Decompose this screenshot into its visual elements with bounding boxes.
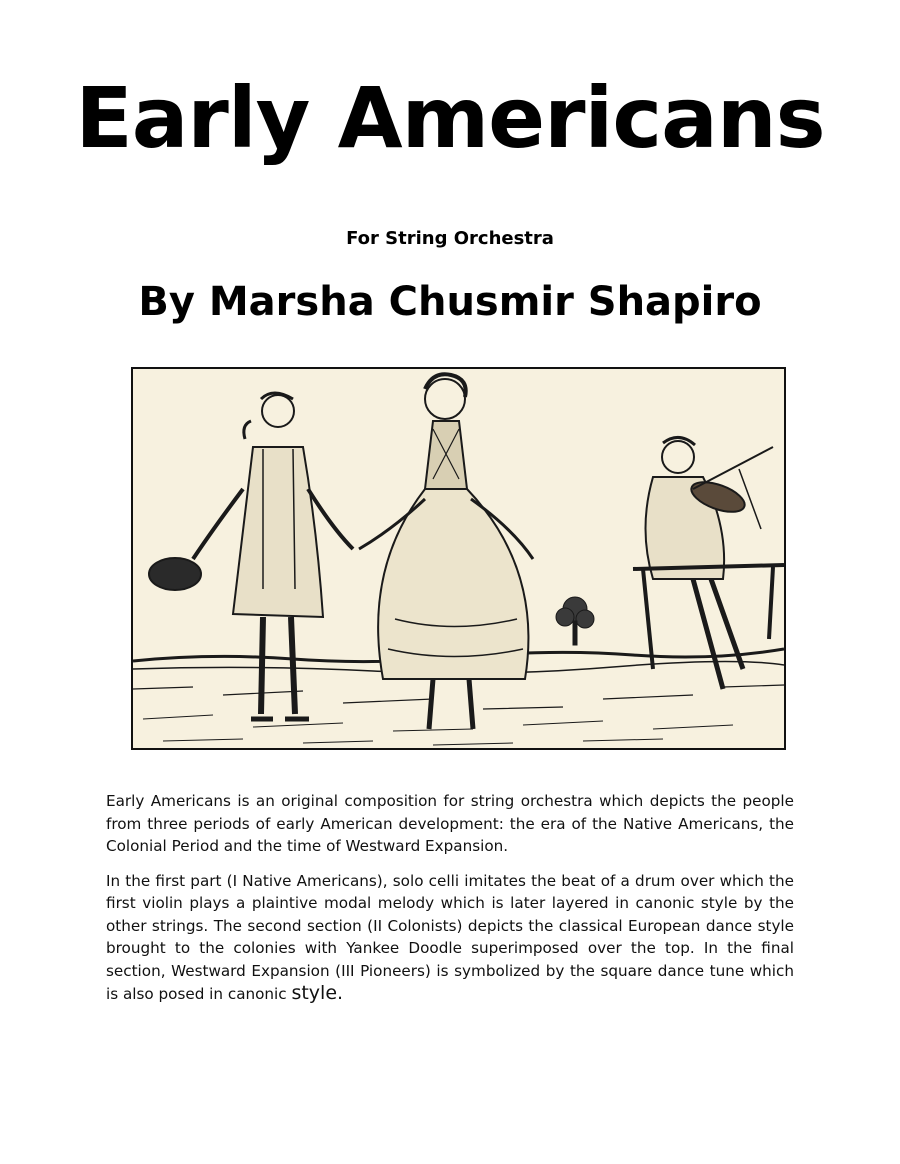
author-byline: By Marsha Chusmir Shapiro	[138, 279, 762, 325]
paragraph-sections-text: In the first part (I Native Americans), solo celli imitates the beat of a drum over which the first violin plays a plaintive modal melody which is later layered in canonic style by the other strings. The second section (II Colonists) depicts the classical European dance style brought to the colonies with Yankee Doodle superimposed over the top. In the final section, Westward Expansion (III Pioneers) is symbolized by the square dance tune which is also posed in canonic	[106, 871, 794, 1003]
page-title: Early Americans	[75, 69, 825, 167]
colonial-dance-illustration	[131, 367, 786, 750]
paragraph-sections-last-word: style.	[291, 982, 344, 1004]
subtitle: For String Orchestra	[346, 228, 554, 249]
paragraph-intro: Early Americans is an original composition for string orchestra which depicts the people from three periods of early American development: the era of the Native Americans, the Colonial Period and the time of Westward Expansion.	[106, 792, 794, 855]
paragraph-sections	[106, 870, 794, 1006]
description	[106, 790, 794, 1018]
